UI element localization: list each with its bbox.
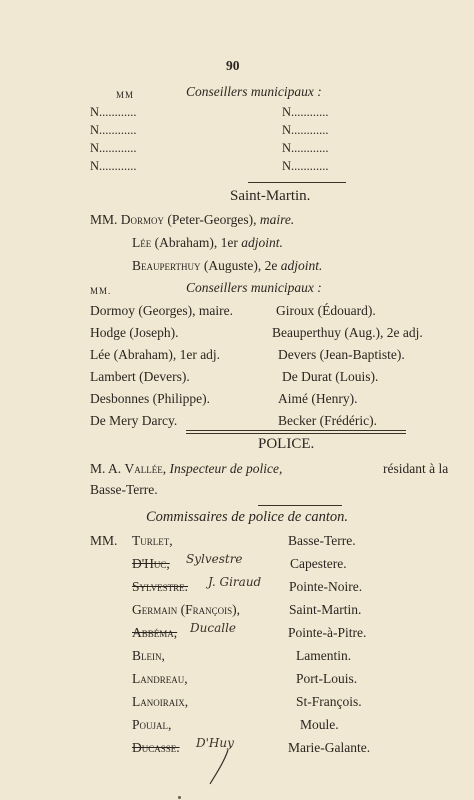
placeholder-3: N............ <box>90 123 137 137</box>
council-left-6: De Mery Darcy. <box>90 413 178 428</box>
commissaire-place: Marie-Galante. <box>288 740 371 755</box>
ink-dot <box>178 796 181 799</box>
double-rule <box>186 430 406 434</box>
commissaires-title: Commissaires de police de canton. <box>146 509 349 525</box>
placeholder-7: N............ <box>90 159 137 173</box>
council-left-1: Dormoy (Georges), maire. <box>90 303 233 318</box>
police-line-1 <box>90 461 282 477</box>
commissaire-place: Port-Louis. <box>296 671 358 686</box>
commissaire-name-struck: Abbéma, <box>132 625 178 640</box>
pen-stroke-mark <box>204 748 234 788</box>
police-prefix: M. A. <box>90 461 122 476</box>
placeholder-4: N............ <box>282 123 329 137</box>
commissaire-name: Landreau, <box>132 671 188 686</box>
commissaire-name-struck: D'Huc, <box>132 556 170 571</box>
officer-given: (Auguste), 2e <box>203 258 278 273</box>
officer-role: adjoint. <box>241 235 283 250</box>
commissaire-name: Turlet, <box>132 533 173 548</box>
police-name: Vallée, <box>124 461 167 476</box>
commissaire-name-struck: Ducasse. <box>132 740 180 755</box>
placeholder-1: N............ <box>90 105 137 119</box>
officer-role: maire. <box>259 212 295 227</box>
commissaire-place: Moule. <box>300 717 339 732</box>
placeholder-8: N............ <box>282 159 329 173</box>
placeholder-2: N............ <box>282 105 329 119</box>
police-heading: POLICE. <box>258 436 315 452</box>
placeholder-6: N............ <box>282 141 329 155</box>
placeholder-5: N............ <box>90 141 137 155</box>
council-right-5: Aimé (Henry). <box>278 391 358 406</box>
handwritten-correction: J. Giraud <box>208 575 262 589</box>
police-role: Inspecteur de police, <box>169 461 283 476</box>
council-title: Conseillers municipaux : <box>186 280 322 295</box>
commissaires-mm: MM. <box>90 533 118 548</box>
officer-role: adjoint. <box>280 258 323 273</box>
divider-rule-2 <box>258 505 342 506</box>
commissaire-place: Lamentin. <box>296 648 352 663</box>
council-right-4: De Durat (Louis). <box>282 369 379 384</box>
officer-adjoint-2 <box>132 258 322 274</box>
handwritten-correction: Ducalle <box>190 621 237 635</box>
officer-adjoint-1 <box>132 235 283 251</box>
commissaire-place: Basse-Terre. <box>288 533 356 548</box>
officer-name: Beauperthuy <box>132 258 201 273</box>
header-mm: MM <box>116 90 135 100</box>
header-title: Conseillers municipaux : <box>186 84 322 99</box>
handwritten-correction: D'Huy <box>196 736 234 750</box>
commissaire-place: Pointe-Noire. <box>289 579 363 594</box>
commissaire-place: Pointe-à-Pitre. <box>288 625 367 640</box>
commissaire-name: Germain (François), <box>132 602 241 617</box>
divider-rule <box>248 182 346 183</box>
council-right-2: Beauperthuy (Aug.), 2e adj. <box>272 325 423 340</box>
officer-name: Lée <box>132 235 152 250</box>
commissaire-name: Lanoiraix, <box>132 694 189 709</box>
commissaire-place: Capestere. <box>290 556 347 571</box>
saint-martin-heading: Saint-Martin. <box>230 188 311 204</box>
police-line-2: Basse-Terre. <box>90 482 158 497</box>
commissaire-name: Blein, <box>132 648 165 663</box>
officer-prefix: MM. <box>90 212 118 227</box>
commissaire-name-struck: Sylvestre. <box>132 579 189 594</box>
officer-name: Dormoy <box>120 212 165 227</box>
council-right-6: Becker (Frédéric). <box>278 413 377 428</box>
council-left-5: Desbonnes (Philippe). <box>90 391 210 406</box>
handwritten-correction: Sylvestre <box>186 552 243 566</box>
page-number: 90 <box>226 58 240 73</box>
officer-maire <box>90 212 294 228</box>
commissaire-place: Saint-Martin. <box>289 602 362 617</box>
officer-given: (Abraham), 1er <box>154 235 238 250</box>
council-mm: MM. <box>90 286 112 296</box>
officer-given: (Peter-Georges), <box>167 212 257 227</box>
commissaire-name: Poujal, <box>132 717 172 732</box>
council-left-3: Lée (Abraham), 1er adj. <box>90 347 221 362</box>
council-right-3: Devers (Jean-Baptiste). <box>278 347 405 362</box>
council-left-4: Lambert (Devers). <box>90 369 190 384</box>
commissaire-place: St-François. <box>296 694 362 709</box>
council-right-1: Giroux (Édouard). <box>276 303 376 318</box>
police-line-1-rest: résidant à la <box>383 461 449 476</box>
council-left-2: Hodge (Joseph). <box>90 325 179 340</box>
